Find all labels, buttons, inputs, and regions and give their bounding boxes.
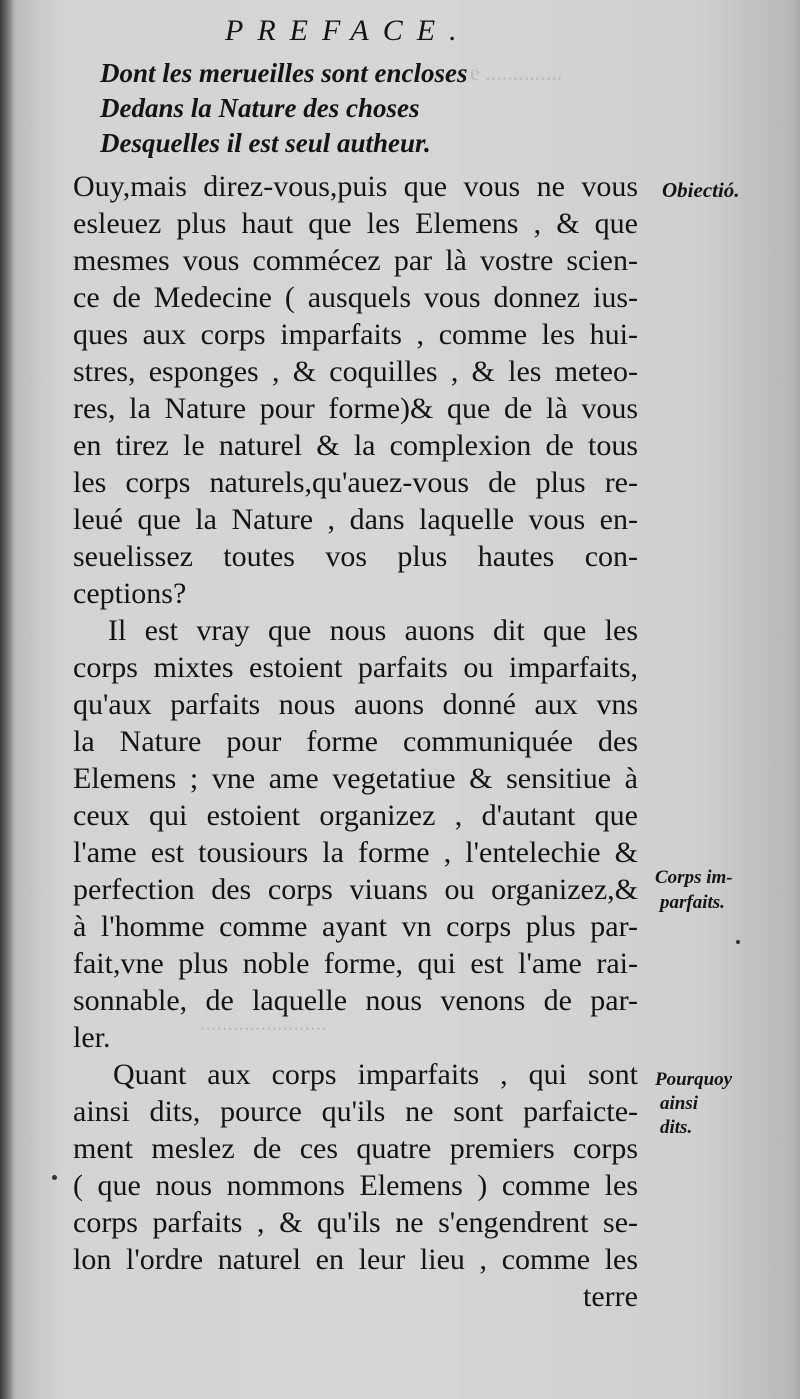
show-through-text: ....................... [200, 1010, 327, 1035]
text-line: les corps naturels,qu'auez-vous de plus re- [73, 466, 638, 499]
text-line: mesmes vous commécez par là vostre scien- [73, 244, 638, 277]
text-line: lon l'ordre naturel en leur lieu , comme les [73, 1243, 638, 1276]
text-line: l'ame est tousiours la forme , l'entelechie & [73, 836, 638, 869]
text-line: sonnable, de laquelle nous venons de par- [73, 984, 638, 1017]
text-line: qu'aux parfaits nous auons donné aux vns [73, 688, 638, 721]
text-line: ce de Medecine ( ausquels vous donnez ius- [73, 281, 638, 314]
text-line: en tirez le naturel & la complexion de tous [73, 429, 638, 462]
margin-note-pourquoy-line2: ainsi [660, 1093, 699, 1114]
catchword: terre [583, 1280, 638, 1313]
margin-note-pourquoy-line3: dits. [660, 1117, 693, 1138]
verse-line: Dont les merueilles sont encloses [100, 58, 468, 88]
text-line: leué que la Nature , dans laquelle vous en- [73, 503, 638, 536]
text-line: Il est vray que nous auons dit que les [108, 614, 638, 647]
show-through-text: e .............. [470, 60, 563, 85]
running-head: PREFACE. [225, 14, 471, 47]
text-line: Ouy,mais direz-vous,puis que vous ne vous [73, 170, 638, 203]
text-line: Quant aux corps imparfaits , qui sont [113, 1058, 638, 1091]
ink-speck [52, 1175, 57, 1180]
text-line: fait,vne plus noble forme, qui est l'ame rai- [73, 947, 638, 980]
text-line: à l'homme comme ayant vn corps plus par- [73, 910, 638, 943]
text-line: Elemens ; vne ame vegetatiue & sensitiue à [73, 762, 638, 795]
margin-note-objection: Obiectió. [662, 178, 740, 202]
text-line: corps parfaits , & qu'ils ne s'engendrent se- [73, 1206, 638, 1239]
text-line: seuelissez toutes vos plus hautes con- [73, 540, 638, 573]
text-line: ceptions? [73, 577, 187, 610]
ink-speck [736, 940, 740, 944]
text-line: ler. [73, 1021, 111, 1054]
text-line: stres, esponges , & coquilles , & les meteo- [73, 355, 638, 388]
text-line: ainsi dits, pource qu'ils ne sont parfaicte- [73, 1095, 638, 1128]
text-line: ques aux corps imparfaits , comme les hui- [73, 318, 638, 351]
verse-line: Desquelles il est seul autheur. [100, 128, 431, 158]
margin-note-corps-imparfaits-line2: parfaits. [660, 892, 725, 913]
page-gutter-shadow [0, 0, 14, 1399]
text-line: ment meslez de ces quatre premiers corps [73, 1132, 638, 1165]
text-line: la Nature pour forme communiquée des [73, 725, 638, 758]
text-line: perfection des corps viuans ou organizez,& [73, 873, 638, 906]
margin-note-corps-imparfaits-line1: Corps im- [655, 867, 733, 888]
text-line: corps mixtes estoient parfaits ou imparfaits, [73, 651, 638, 684]
text-line: esleuez plus haut que les Elemens , & que [73, 207, 638, 240]
verse-line: Dedans la Nature des choses [100, 93, 420, 123]
text-line: ceux qui estoient organizez , d'autant que [73, 799, 638, 832]
text-line: res, la Nature pour forme)& que de là vous [73, 392, 638, 425]
margin-note-pourquoy-line1: Pourquoy [655, 1069, 733, 1090]
text-line: ( que nous nommons Elemens ) comme les [73, 1169, 638, 1202]
